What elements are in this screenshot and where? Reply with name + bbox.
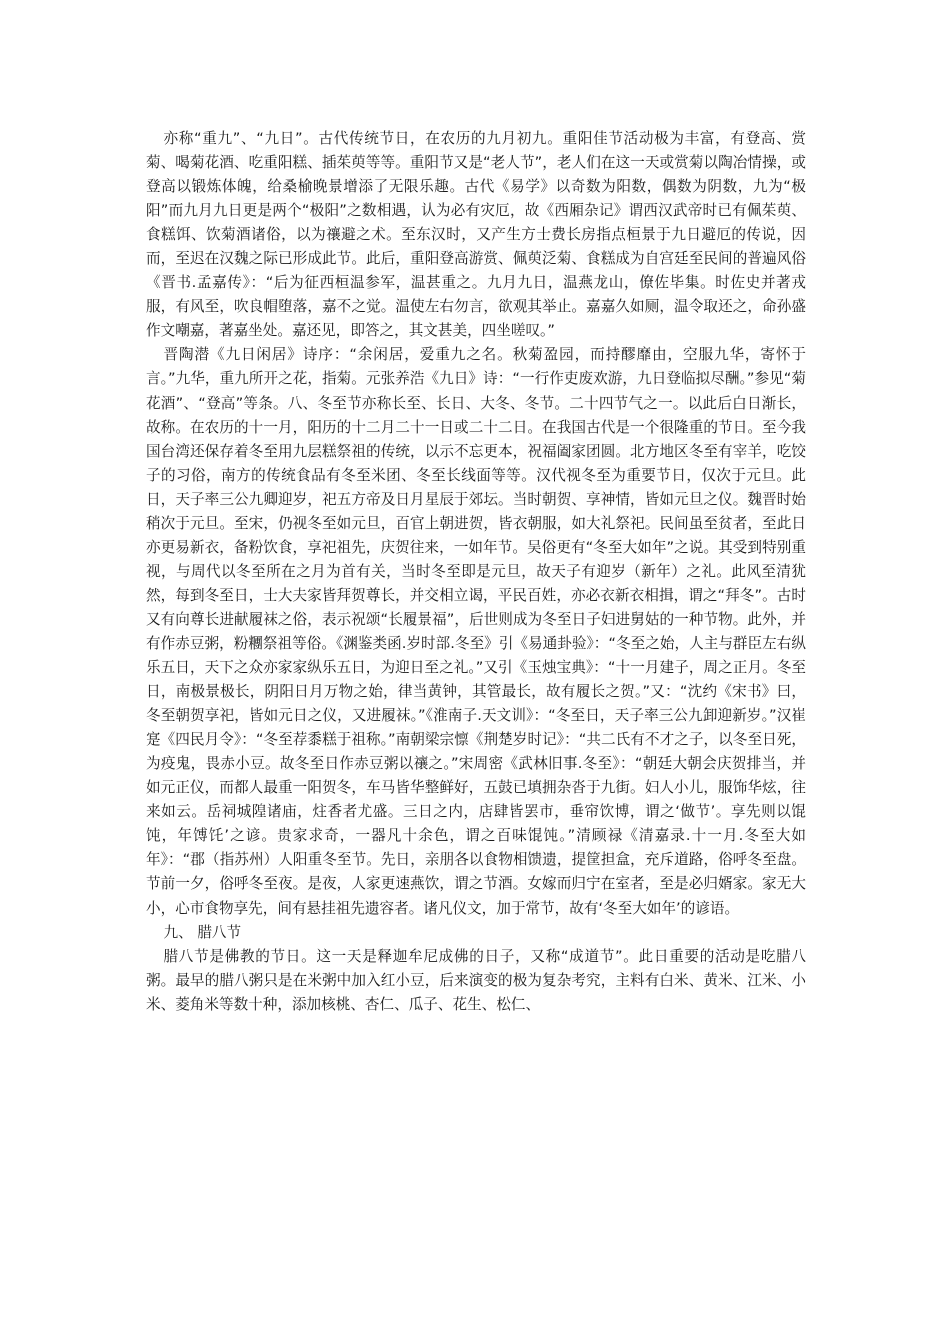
paragraph-laba: 腊八节是佛教的节日。这一天是释迦牟尼成佛的日子，又称“成道节”。此日重要的活动是吃腊八粥。最早的腊八粥只是在米粥中加入红小豆，后来演变的极为复杂考究，主料有白米、黄米、江米、小米、菱角米等数十种，添加核桃、杏仁、瓜子、花生、松仁、 <box>146 947 806 1013</box>
document-page <box>146 127 806 1017</box>
paragraph-chongyang: 亦称“重九”、“九日”。古代传统节日，在农历的九月初九。重阳佳节活动极为丰富，有登高、赏菊、喝菊花酒、吃重阳糕、插茱萸等等。重阳节又是“老人节”，老人们在这一天或赏菊以陶冶情操，或登高以锻炼体魄，给桑榆晚景增添了无限乐趣。古代《易学》以奇数为阳数，偶数为阴数，九为“极阳”而九月九日更是两个“极阳”之数相遇，认为必有灾厄，故《西厢杂记》谓西汉武帝时已有佩茱萸、食糕饵、饮菊酒诸俗，以为禳避之术。至东汉时，又产生方士费长房指点桓景于九日避厄的传说，因而，至迟在汉魏之际已形成此节。此后，重阳登高游赏、佩萸泛菊、食糕成为自宫廷至民间的普遍风俗《晋书.孟嘉传》：“后为征西桓温参军，温甚重之。九月九日，温燕龙山，僚佐毕集。时佐史并著戎服，有风至，吹良帽堕落，嘉不之觉。温使左右勿言，欲观其举止。嘉嘉久如厕，温令取还之，命孙盛作文嘲嘉，著嘉坐处。嘉还见，即答之，其文甚美，四坐嗟叹。” <box>146 130 806 340</box>
paragraph-dongzhi: 晋陶潜《九日闲居》诗序：“余闲居，爱重九之名。秋菊盈园，而持醪靡由，空服九华，寄怀于言。”九华，重九所开之花，指菊。元张养浩《九日》诗：“一行作吏废欢游，九日登临拟尽酬。”参见“菊花酒”、“登高”等条。八、冬至节亦称长至、长日、大冬、冬节。二十四节气之一。以此后白日渐长，故称。在农历的十一月，阳历的十二月二十一日或二十二日。在我国古代是一个很隆重的节日。至今我国台湾还保存着冬至用九层糕祭祖的传统，以示不忘更本，祝福阖家团圆。北方地区冬至有宰羊，吃饺子的习俗，南方的传统食品有冬至米团、冬至长线面等等。汉代视冬至为重要节日，仅次于元旦。此日，天子率三公九卿迎岁，祀五方帝及日月星辰于郊坛。当时朝贺、享神情，皆如元旦之仪。魏晋时始稍次于元旦。至宋，仍视冬至如元旦，百官上朝进贺，皆衣朝服，如大礼祭祀。民间虽至贫者，至此日亦更易新衣，备粉饮食，享祀祖先，庆贺往来，一如年节。吴俗更有“冬至大如年”之说。其受到特别重视，与周代以冬至所在之月为首有关，当时冬至即是元旦，故天子有迎岁（新年）之礼。此风至清犹然，每到冬至日，士大夫家皆拜贺尊长，并交相立谒，平民百姓，亦必衣新衣相揖，谓之“拜冬”。古时又有向尊长进献履袜之俗，表示祝颂“长履景福”，后世则成为冬至日子妇进舅姑的一种节物。此外，并有作赤豆粥，粉糰祭祖等俗。《渊鉴类函.岁时部.冬至》引《易通卦验》：“冬至之始，人主与群臣左右纵乐五日，天下之众亦家家纵乐五日，为迎日至之礼。”又引《玉烛宝典》：“十一月建子，周之正月。冬至日，南极景极长，阴阳日月万物之始，律当黄钟，其管最长，故有履长之贺。”又：“沈约《宋书》曰，冬至朝贺享祀，皆如元日之仪，又进履袜。”《淮南子.天文训》：“冬至日，天子率三公九卸迎新岁。”汉崔寔《四民月令》：“冬至荐黍糕于祖称。”南朝梁宗懔《荆楚岁时记》：“共二氏有不才之子，以冬至日死，为疫鬼，畏赤小豆。故冬至日作赤豆粥以禳之。”宋周密《武林旧事.冬至》：“朝廷大朝会庆贺排当，并如元正仪，而都人最重一阳贺冬，车马皆华整鲜好，五鼓已填拥杂沓于九街。妇人小儿，服饰华炫，往来如云。岳祠城隍诸庙，炷香者尤盛。三日之内，店肆皆罢市，垂帘饮博，谓之‘做节’。享先则以馄饨，年馎饦’之谚。贵家求奇，一器凡十余色，谓之百味馄饨。”清顾禄《清嘉录.十一月.冬至大如年》：“郡（指苏州）人阳重冬至节。先日，亲朋各以食物相馈遗，提筐担盒，充斥道路，俗呼冬至盘。节前一夕，俗呼冬至夜。是夜，人家更速燕饮，谓之节酒。女嫁而归宁在室者，至是必归婿家。家无大小，心市食物享先，间有悬挂祖先遗容者。诸凡仪文，加于常节，故有‘冬至大如年’的谚语。 <box>146 346 806 917</box>
section-heading-laba: 九、 腊八节 <box>163 923 242 941</box>
